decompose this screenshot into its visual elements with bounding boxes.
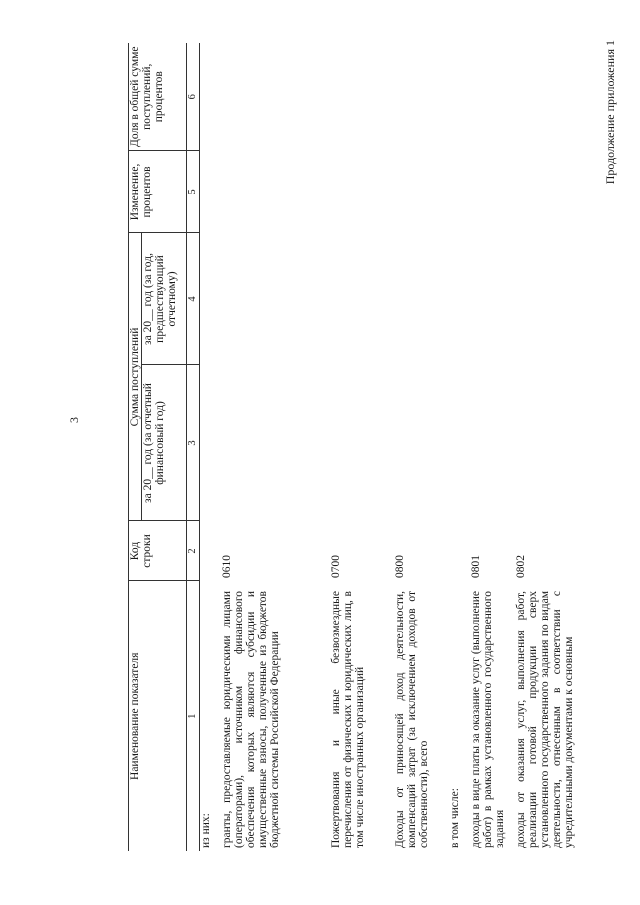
- page-number: 3: [67, 417, 81, 423]
- header-reporting-year: за 20__ год (за отчетный финансовый год): [142, 365, 187, 521]
- table-row: [449, 43, 470, 851]
- row-code: 0801: [469, 555, 482, 578]
- header-previous-year: за 20__ год (за год, предшествующий отчетному): [142, 233, 187, 365]
- col-number: 2: [187, 521, 200, 581]
- row-name: гранты, предоставляемые юридическими лицами (операторами), источником финансового обеспечения которых являются субсидии и имущественные взносы, полученные из бюджетов бюджетной системы Российской Федерации: [220, 591, 281, 848]
- row-name: доходы от оказания услуг, выполнения работ, реализации готовой продукции сверх установленного государственного задания по видам деятельности, отнесенным в соответствии с учредительными документами к основным: [515, 591, 576, 848]
- appendix-label: Продолжение приложения 1: [603, 40, 617, 185]
- row-code: 0802: [515, 555, 528, 578]
- revenue-table: [128, 43, 602, 851]
- table-row: [470, 43, 516, 851]
- table-row: [200, 43, 221, 851]
- col-number: 1: [187, 581, 200, 851]
- row-code: 0700: [330, 555, 343, 578]
- col-number: 6: [187, 43, 200, 151]
- row-code: [200, 521, 221, 581]
- row-code: 0800: [394, 555, 407, 578]
- table-row: [330, 43, 394, 851]
- header-sum-group: Сумма поступлений: [129, 233, 142, 521]
- header-code: Код строки: [129, 521, 187, 581]
- table-row: [515, 43, 602, 851]
- row-code: 0610: [220, 555, 233, 578]
- row-name: Пожертвования и иные безвозмездные перечисления от физических и юридических лиц, в том числе иностранных организаций: [330, 591, 367, 848]
- row-name: в том числе:: [448, 788, 461, 848]
- row-name: Доходы от приносящей доход деятельности, компенсаций затрат (за исключением доходов от собственности), всего: [394, 591, 431, 848]
- col-number: 5: [187, 151, 200, 233]
- header-name: Наименование показателя: [129, 581, 187, 851]
- row-code: [449, 521, 470, 581]
- row-name: из них:: [200, 813, 212, 848]
- header-change: Изменение, процентов: [129, 151, 187, 233]
- col-number: 3: [187, 365, 200, 521]
- col-number: 4: [187, 233, 200, 365]
- header-share: Доля в общей сумме поступлений, процентов: [129, 43, 187, 151]
- row-name: доходы в виде платы за оказание услуг (выполнение работ) в рамках установленного государственного задания: [469, 591, 506, 848]
- table-row: [394, 43, 449, 851]
- table-row: [221, 43, 331, 851]
